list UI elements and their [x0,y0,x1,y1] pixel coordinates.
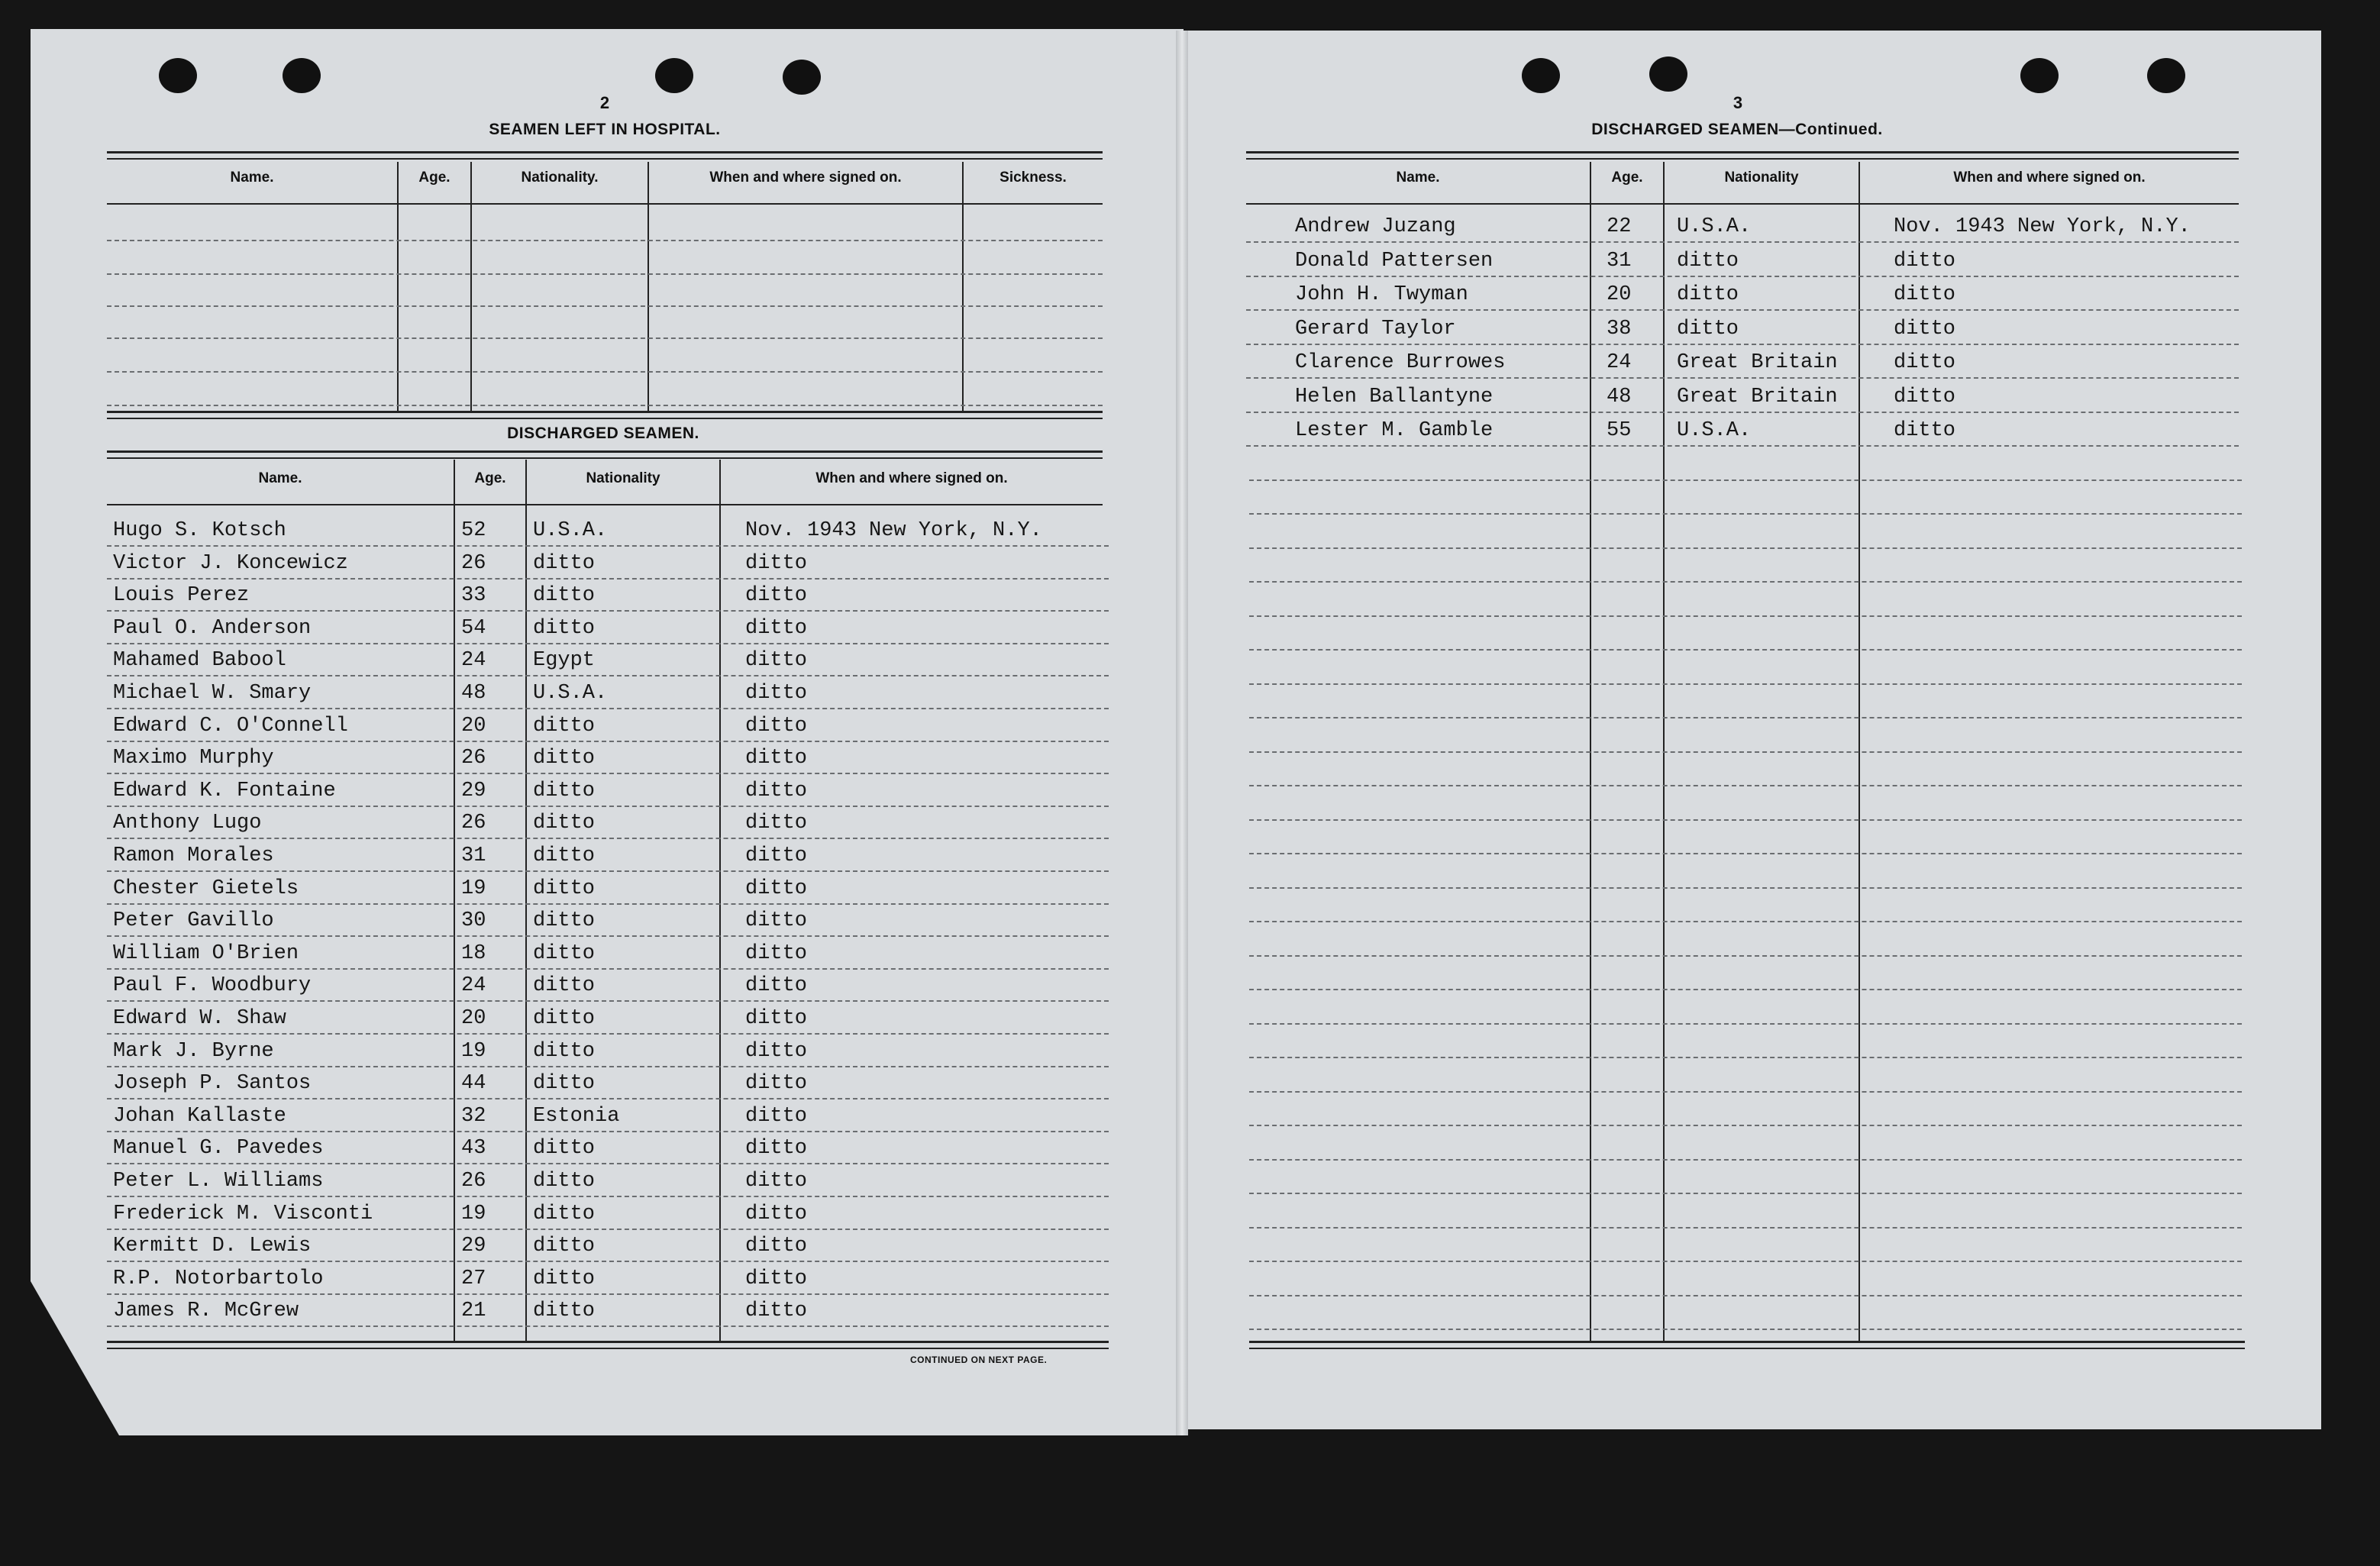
row-signed-on: ditto [745,682,808,705]
row-name: Chester Gietels [113,877,299,900]
table-row-rule [107,1033,1109,1035]
row-name: Frederick M. Visconti [113,1202,373,1225]
row-name: Michael W. Smary [113,682,312,705]
table-row-rule [107,1066,1109,1067]
row-nationality: U.S.A. [1677,215,1752,238]
blank-row-rule [1249,1091,2242,1093]
discharged-table-header-rule [107,450,1103,459]
row-signed-on: ditto [745,551,808,575]
row-nationality: Estonia [533,1104,620,1128]
row-age: 22 [1607,215,1632,238]
blank-row-rule [1249,1329,2242,1330]
discharged-col-age: Age. [474,470,506,486]
row-name: Anthony Lugo [113,812,262,835]
row-signed-on: ditto [745,1137,808,1161]
row-nationality: ditto [533,714,596,738]
row-signed-on: ditto [745,844,808,867]
table-row-rule [107,903,1109,905]
row-signed-on: ditto [1894,283,1956,306]
table-row-rule [1246,241,2239,243]
row-age: 24 [461,649,486,673]
blank-row-rule [1249,921,2242,922]
blank-row-rule [1249,853,2242,854]
hospital-col-divider [470,162,472,411]
table-row-rule [107,968,1109,970]
right-table-bottom-rule [1249,1341,2245,1349]
table-row-rule [107,773,1109,774]
hospital-col-nationality: Nationality. [521,170,599,186]
row-signed-on: ditto [745,1235,808,1258]
table-row-rule [1246,412,2239,413]
hospital-section-title: SEAMEN LEFT IN HOSPITAL. [489,121,721,138]
table-row-rule [107,838,1109,839]
row-signed-on: ditto [745,974,808,998]
row-age: 38 [1607,317,1632,341]
discharged-header-rule [107,504,1103,505]
discharged-col-name: Name. [258,470,302,486]
row-name: Donald Pattersen [1295,249,1494,273]
row-nationality: ditto [1677,283,1739,306]
table-row-rule [107,870,1109,872]
table-row-rule [107,578,1109,580]
right-col-name: Name. [1396,170,1440,186]
row-signed-on: ditto [745,1007,808,1030]
row-nationality: U.S.A. [1677,419,1752,442]
row-name: Gerard Taylor [1295,317,1456,341]
row-signed-on: ditto [1894,317,1956,341]
row-signed-on: ditto [1894,419,1956,442]
row-signed-on: ditto [745,909,808,933]
row-age: 26 [461,551,486,575]
row-age: 31 [1607,249,1632,273]
table-row-rule [107,545,1109,547]
row-age: 55 [1607,419,1632,442]
row-age: 20 [461,714,486,738]
row-nationality: ditto [533,779,596,802]
hospital-blank-row [107,305,1103,307]
row-signed-on: ditto [745,714,808,738]
row-age: 19 [461,1039,486,1063]
blank-row-rule [1249,1295,2242,1296]
row-age: 26 [461,812,486,835]
blank-row-rule [1249,649,2242,651]
punch-hole [655,58,693,93]
row-nationality: ditto [533,1137,596,1161]
row-signed-on: ditto [1894,351,1956,374]
row-signed-on: ditto [745,1267,808,1290]
blank-row-rule [1249,615,2242,617]
table-row-rule [107,741,1109,742]
table-row-rule [107,1261,1109,1262]
row-age: 43 [461,1137,486,1161]
row-nationality: ditto [533,844,596,867]
row-signed-on: ditto [745,1072,808,1096]
row-name: Andrew Juzang [1295,215,1456,238]
row-age: 19 [461,877,486,900]
row-signed-on: ditto [745,941,808,965]
hospital-col-name: Name. [230,170,274,186]
row-age: 48 [461,682,486,705]
row-name: Mark J. Byrne [113,1039,274,1063]
blank-row-rule [1249,1227,2242,1229]
table-row-rule [107,643,1109,644]
row-name: Hugo S. Kotsch [113,519,286,542]
punch-hole [159,58,197,93]
row-signed-on: ditto [745,1170,808,1193]
punch-hole [2147,58,2185,93]
row-signed-on: Nov. 1943 New York, N.Y. [745,519,1042,542]
row-name: Paul O. Anderson [113,616,312,640]
row-nationality: ditto [533,1039,596,1063]
row-nationality: ditto [533,1202,596,1225]
row-age: 52 [461,519,486,542]
row-age: 44 [461,1072,486,1096]
right-header-rule [1246,203,2239,205]
hospital-blank-row [107,405,1103,406]
hospital-blank-row [107,371,1103,373]
blank-row-rule [1249,479,2242,481]
hospital-table-top-rule [107,151,1103,160]
blank-row-rule [1249,1023,2242,1025]
discharged-table-top-rule [107,411,1103,419]
table-row-rule [1246,377,2239,379]
row-nationality: ditto [533,551,596,575]
table-row-rule [107,675,1109,676]
row-age: 19 [461,1202,486,1225]
punch-hole [783,60,821,95]
row-nationality: ditto [533,941,596,965]
hospital-blank-row [107,273,1103,275]
table-row-rule [1246,276,2239,277]
discharged-section-title: DISCHARGED SEAMEN. [507,425,699,442]
blank-row-rule [1249,1159,2242,1161]
row-age: 29 [461,779,486,802]
discharged-table-bottom-rule [107,1341,1109,1349]
table-row-rule [1246,344,2239,345]
page-number: 3 [1733,93,1743,112]
row-name: Louis Perez [113,584,250,608]
row-nationality: ditto [533,584,596,608]
row-nationality: Great Britain [1677,351,1838,374]
row-signed-on: ditto [1894,249,1956,273]
row-age: 54 [461,616,486,640]
punch-hole [1649,57,1687,92]
table-row-rule [107,708,1109,709]
row-name: Johan Kallaste [113,1104,286,1128]
hospital-col-age: Age. [418,170,450,186]
row-name: R.P. Notorbartolo [113,1267,324,1290]
row-nationality: ditto [533,1235,596,1258]
row-signed-on: ditto [1894,385,1956,408]
blank-row-rule [1249,1057,2242,1058]
blank-row-rule [1249,955,2242,957]
row-nationality: U.S.A. [533,519,608,542]
discharged-col-signed-on: When and where signed on. [815,470,1008,486]
blank-row-rule [1249,1125,2242,1126]
blank-row-rule [1249,513,2242,515]
row-nationality: ditto [1677,249,1739,273]
row-nationality: ditto [533,1267,596,1290]
table-row-rule [107,1131,1109,1132]
punch-hole [2020,58,2059,93]
table-row-rule [107,935,1109,937]
row-age: 32 [461,1104,486,1128]
discharged-col-divider [525,460,527,1342]
row-signed-on: Nov. 1943 New York, N.Y. [1894,215,2191,238]
hospital-header-rule [107,203,1103,205]
row-age: 27 [461,1267,486,1290]
row-nationality: ditto [1677,317,1739,341]
right-col-nationality: Nationality [1724,170,1799,186]
row-age: 18 [461,941,486,965]
row-name: Victor J. Koncewicz [113,551,348,575]
discharged-col-divider [454,460,455,1342]
row-age: 24 [461,974,486,998]
row-name: Lester M. Gamble [1295,419,1494,442]
hospital-col-sickness: Sickness. [999,170,1067,186]
row-name: Edward W. Shaw [113,1007,286,1030]
blank-row-rule [1249,717,2242,718]
row-name: Edward C. O'Connell [113,714,348,738]
row-age: 33 [461,584,486,608]
table-row-rule [107,1325,1109,1327]
punch-hole [1522,58,1560,93]
continued-note: CONTINUED ON NEXT PAGE. [910,1355,1048,1365]
blank-row-rule [1249,751,2242,753]
hospital-col-divider [397,162,399,411]
row-nationality: ditto [533,877,596,900]
discharged-col-nationality: Nationality [586,470,660,486]
hospital-blank-row [107,337,1103,339]
blank-row-rule [1249,683,2242,685]
row-signed-on: ditto [745,1300,808,1323]
row-name: John H. Twyman [1295,283,1468,306]
row-nationality: ditto [533,747,596,770]
table-row-rule [107,1098,1109,1099]
row-name: William O'Brien [113,941,299,965]
row-age: 26 [461,747,486,770]
blank-row-rule [1249,1261,2242,1262]
row-signed-on: ditto [745,779,808,802]
row-nationality: ditto [533,909,596,933]
table-row-rule [107,1196,1109,1197]
row-signed-on: ditto [745,877,808,900]
row-signed-on: ditto [745,584,808,608]
row-nationality: ditto [533,616,596,640]
row-age: 48 [1607,385,1632,408]
table-row-rule [1246,445,2239,447]
right-table-top-rule [1246,151,2239,160]
row-name: Peter Gavillo [113,909,274,933]
row-age: 20 [1607,283,1632,306]
row-signed-on: ditto [745,1202,808,1225]
discharged-col-divider [719,460,721,1342]
blank-row-rule [1249,819,2242,821]
hospital-col-signed-on: When and where signed on. [709,170,902,186]
row-name: Mahamed Babool [113,649,286,673]
row-name: Manuel G. Pavedes [113,1137,324,1161]
row-signed-on: ditto [745,747,808,770]
table-row-rule [1246,309,2239,311]
row-nationality: ditto [533,1007,596,1030]
row-name: Paul F. Woodbury [113,974,312,998]
row-name: Peter L. Williams [113,1170,324,1193]
table-row-rule [107,806,1109,807]
hospital-blank-row [107,240,1103,241]
hospital-col-divider [647,162,649,411]
row-nationality: ditto [533,974,596,998]
row-nationality: ditto [533,812,596,835]
row-nationality: ditto [533,1072,596,1096]
row-age: 31 [461,844,486,867]
row-name: Edward K. Fontaine [113,779,336,802]
row-name: James R. McGrew [113,1300,299,1323]
row-age: 21 [461,1300,486,1323]
blank-row-rule [1249,989,2242,990]
page-gutter [1176,31,1188,1435]
row-name: Helen Ballantyne [1295,385,1494,408]
blank-row-rule [1249,581,2242,583]
blank-row-rule [1249,547,2242,549]
row-nationality: Great Britain [1677,385,1838,408]
discharged-continued-title: DISCHARGED SEAMEN—Continued. [1591,121,1883,138]
page-number: 2 [599,93,610,112]
row-nationality: ditto [533,1170,596,1193]
row-age: 30 [461,909,486,933]
row-name: Kermitt D. Lewis [113,1235,312,1258]
row-age: 26 [461,1170,486,1193]
row-nationality: U.S.A. [533,682,608,705]
table-row-rule [107,1229,1109,1230]
right-col-signed-on: When and where signed on. [1953,170,2146,186]
row-age: 20 [461,1007,486,1030]
table-row-rule [107,610,1109,612]
row-name: Ramon Morales [113,844,274,867]
blank-row-rule [1249,1193,2242,1194]
hospital-col-divider [962,162,964,411]
row-name: Maximo Murphy [113,747,274,770]
row-signed-on: ditto [745,1104,808,1128]
row-signed-on: ditto [745,1039,808,1063]
row-signed-on: ditto [745,616,808,640]
row-nationality: Egypt [533,649,596,673]
punch-hole [283,58,321,93]
table-row-rule [107,1293,1109,1295]
blank-row-rule [1249,887,2242,889]
blank-row-rule [1249,785,2242,786]
row-signed-on: ditto [745,649,808,673]
row-signed-on: ditto [745,812,808,835]
right-page [1182,31,2321,1429]
row-age: 24 [1607,351,1632,374]
table-row-rule [107,1000,1109,1002]
row-name: Joseph P. Santos [113,1072,312,1096]
right-col-age: Age. [1611,170,1643,186]
row-name: Clarence Burrowes [1295,351,1506,374]
row-age: 29 [461,1235,486,1258]
row-nationality: ditto [533,1300,596,1323]
table-row-rule [107,1163,1109,1164]
